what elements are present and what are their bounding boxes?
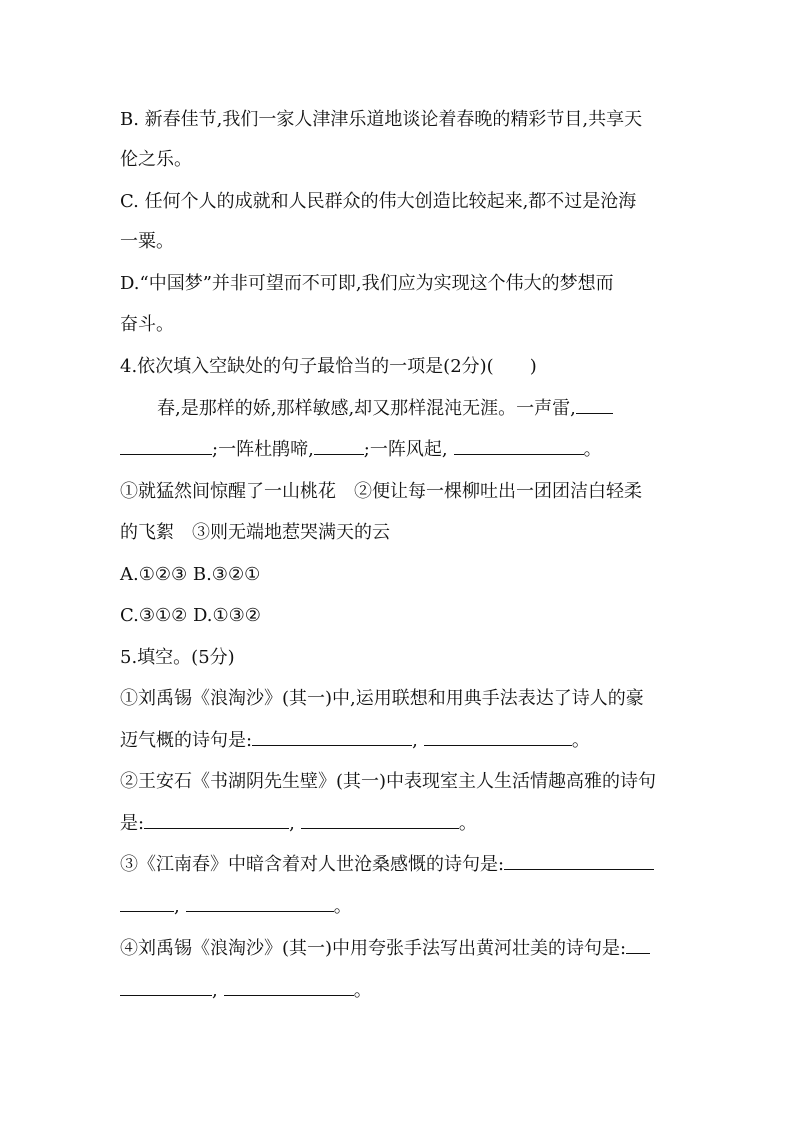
q5-item1-blank-2[interactable] [424,729,572,746]
q5-item3-text: ③《江南春》中暗含着对人世沧桑感慨的诗句是: [120,854,505,875]
q4-passage-text-b: ;一阵杜鹃啼, [212,439,314,460]
q5-item1-prefix: 迈气概的诗句是: [120,730,253,751]
q4-passage-line1 [157,397,613,421]
q5-period: 。 [353,980,372,1001]
q5-comma: , [289,813,295,834]
q5-comma: , [174,896,180,917]
q3-option-c-line1: C. 任何个人的成就和人民群众的伟大创造比较起来,都不过是沧海 [120,191,637,212]
q5-item3-blank-2[interactable] [186,895,334,912]
q4-passage-text-c: ;一阵风起, [363,439,448,460]
q4-blank-2[interactable] [314,438,364,455]
q4-passage-end: 。 [583,439,602,460]
q5-item4-blank-2[interactable] [224,979,354,996]
q4-stem: 4.依次填入空缺处的句子最恰当的一项是(2分)( ) [120,356,537,377]
q5-item3-line2 [120,895,352,919]
q3-option-b-line2: 伦之乐。 [120,149,192,170]
q4-blank-3[interactable] [454,438,584,455]
q4-passage-text-a: 春,是那样的娇,那样敏感,却又那样混沌无涯。一声雷, [157,398,576,419]
q5-item3-blank-1b[interactable] [120,895,174,912]
q5-item4-blank-1a[interactable] [626,937,650,954]
q5-item1-line1: ①刘禹锡《浪淘沙》(其一)中,运用联想和用典手法表达了诗人的豪 [120,688,644,709]
q3-option-d-line1: D.“中国梦”并非可望而不可即,我们应为实现这个伟大的梦想而 [120,273,614,294]
q3-option-c-line2: 一粟。 [120,231,174,252]
q4-options-line1 [120,480,642,504]
q5-item4-text: ④刘禹锡《浪淘沙》(其一)中用夸张手法写出黄河壮美的诗句是: [120,938,627,959]
q5-item1-line2 [120,729,590,753]
q5-item2-line1: ②王安石《书湖阴先生壁》(其一)中表现室主人生活情趣高雅的诗句 [120,771,657,792]
q4-option-3: ③则无端地惹哭满天的云 [192,522,390,543]
q4-options-line2 [120,521,390,545]
q4-option-2: ②便让每一棵柳吐出一团团洁白轻柔 [354,481,642,502]
q4-choices-cd: C.③①② D.①③② [120,605,261,626]
q5-item3-line1 [120,853,654,877]
q5-item2-blank-1[interactable] [144,812,289,829]
q5-item4-blank-1b[interactable] [120,979,212,996]
q4-blank-1b[interactable] [120,438,212,455]
q5-comma: , [212,980,218,1001]
q5-stem: 5.填空。(5分) [120,647,235,668]
q3-option-b-line1: B. 新春佳节,我们一家人津津乐道地谈论着春晚的精彩节目,共享天 [120,109,643,130]
q5-item2-line2 [120,812,477,836]
q5-item4-line2 [120,979,372,1003]
q5-item2-prefix: 是: [120,813,145,834]
q5-period: 。 [571,730,590,751]
q4-option-1: ①就猛然间惊醒了一山桃花 [120,481,336,502]
q5-item1-blank-1[interactable] [252,729,412,746]
q5-item4-line1 [120,937,650,961]
q5-item3-blank-1a[interactable] [504,853,654,870]
q4-passage-line2 [120,438,602,462]
q5-period: 。 [458,813,477,834]
q4-option-2-cont: 的飞絮 [120,522,174,543]
q5-comma: , [412,730,418,751]
q4-blank-1a[interactable] [576,397,613,414]
q3-option-d-line2: 奋斗。 [120,314,174,335]
q5-item2-blank-2[interactable] [301,812,459,829]
q4-choices-ab: A.①②③ B.③②① [120,564,261,585]
q5-period: 。 [333,896,352,917]
